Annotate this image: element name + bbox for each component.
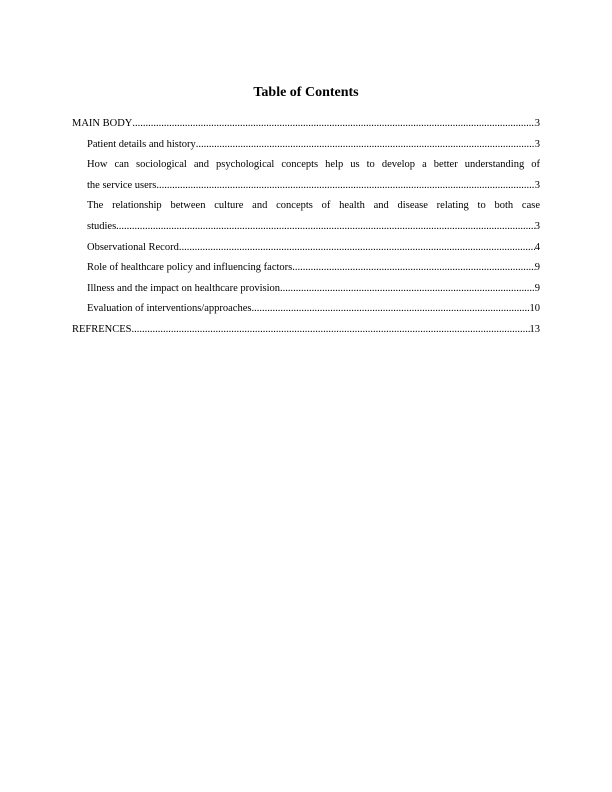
toc-entry-label: the service users <box>87 179 157 191</box>
toc-leader-dots <box>132 114 534 135</box>
toc-entry-sociological-concepts[interactable] <box>72 155 540 196</box>
toc-page-number: 9 <box>534 262 540 274</box>
toc-entry-label-line-1: The relationship between culture and concepts of health and disease relating to both case <box>87 200 540 212</box>
toc-page-number: 10 <box>529 303 540 315</box>
toc-page-number: 4 <box>534 241 540 253</box>
toc-page-number: 3 <box>534 118 540 129</box>
toc-leader-dots <box>156 176 534 197</box>
toc-entry-label: studies <box>87 220 117 232</box>
toc-entry-illness-impact[interactable] <box>72 279 540 300</box>
toc-leader-dots <box>292 258 534 279</box>
toc-entry-observational-record[interactable] <box>72 238 540 259</box>
toc-entry-healthcare-policy[interactable] <box>72 258 540 279</box>
toc-entry-evaluation[interactable] <box>72 299 540 320</box>
toc-entry-label-line-1: How can sociological and psychological concepts help us to develop a better understanding of <box>87 159 540 171</box>
toc-leader-dots <box>132 320 530 341</box>
toc-entry-label: Observational Record <box>87 241 179 253</box>
toc-entry-main-body[interactable] <box>72 114 540 135</box>
toc-entry-label: REFRENCES <box>72 323 132 335</box>
toc-page-number: 9 <box>534 282 540 294</box>
toc-entry-label: Role of healthcare policy and influencing factors <box>87 262 293 274</box>
toc-leader-dots <box>280 279 535 300</box>
toc-entry-label: Evaluation of interventions/approaches <box>87 303 252 315</box>
toc-leader-dots <box>179 238 535 259</box>
toc-page-number: 13 <box>529 323 540 335</box>
toc-leader-dots <box>196 135 535 156</box>
toc-entry-label: Patient details and history <box>87 138 196 150</box>
toc-title: Table of Contents <box>253 85 359 100</box>
toc-entry-label: Illness and the impact on healthcare provision <box>87 282 281 294</box>
toc-entry-patient-details[interactable] <box>72 135 540 156</box>
toc-page-number: 3 <box>534 138 540 150</box>
toc-entry-references[interactable] <box>72 320 540 341</box>
toc-entry-culture-health[interactable] <box>72 196 540 237</box>
toc-page-number: 3 <box>534 220 540 232</box>
toc-list <box>72 114 540 341</box>
toc-leader-dots <box>116 217 535 238</box>
toc-leader-dots <box>251 299 529 320</box>
toc-entry-label: MAIN BODY <box>72 118 133 129</box>
toc-page-number: 3 <box>534 179 540 191</box>
